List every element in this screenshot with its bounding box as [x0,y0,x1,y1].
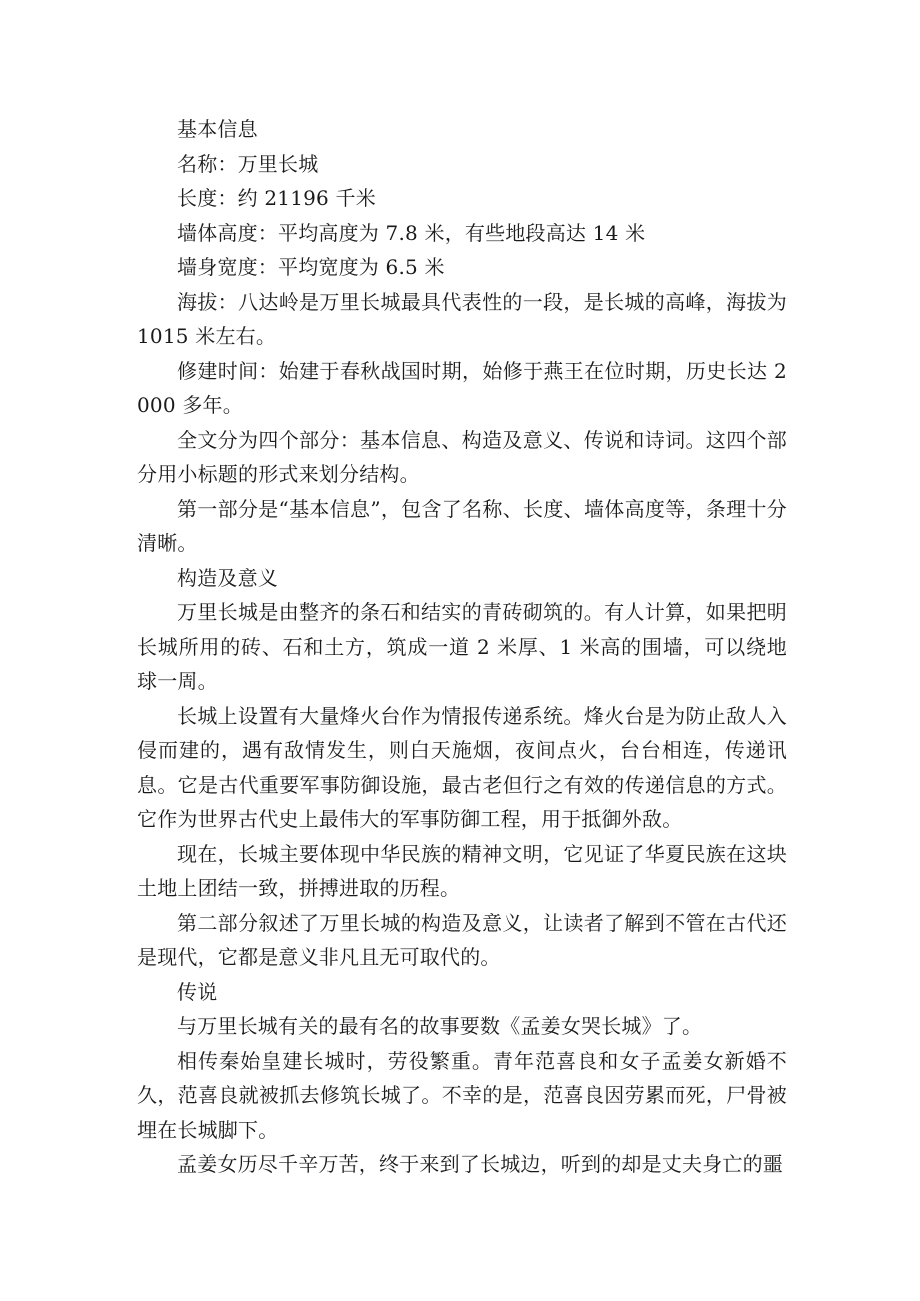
beacon-tower-paragraph: 长城上设置有大量烽火台作为情报传递系统。烽火台是为防止敌人入侵而建的，遇有敌情发生，则白天施烟，夜间点火，台台相连，传递讯息。它是古代重要军事防御设施，最古老但行之有效的传递信息的方式。它作为世界古代史上最伟大的军事防御工程，用于抵御外敌。 [137,703,787,831]
section-heading-construction: 构造及意义 [177,565,278,590]
commentary-part-one: 第一部分是“基本信息”，包含了名称、长度、墙体高度等，条理十分清晰。 [137,496,787,555]
construction-paragraph: 万里长城是由整齐的条石和结实的青砖砌筑的。有人计算，如果把明长城所用的砖、石和土方，筑成一道 2 米厚、1 米高的围墙，可以绕地球一周。 [137,600,787,693]
legend-continuation-paragraph: 孟姜女历尽千辛万苦，终于来到了长城边，听到的却是丈夫身亡的噩 [177,1152,783,1176]
info-wall-width: 墙身宽度：平均宽度为 6.5 米 [177,255,445,279]
info-length: 长度：约 21196 千米 [177,186,376,210]
commentary-part-two: 第二部分叙述了万里长城的构造及意义，让读者了解到不管在古代还是现代，它都是意义非凡且无可取代的。 [137,910,787,969]
legend-intro-paragraph: 与万里长城有关的最有名的故事要数《孟姜女哭长城》了。 [177,1014,703,1038]
commentary-structure: 全文分为四个部分：基本信息、构造及意义、传说和诗词。这四个部分用小标题的形式来划分结构。 [137,427,787,486]
info-altitude: 海拔：八达岭是万里长城最具代表性的一段，是长城的高峰，海拔为 1015 米左右。 [137,289,787,348]
info-wall-height: 墙体高度：平均高度为 7.8 米，有些地段高达 14 米 [177,220,646,245]
info-build-time: 修建时间：始建于春秋战国时期，始修于燕王在位时期，历史长达 2000 多年。 [137,358,787,417]
section-heading-legend: 传说 [177,979,218,1004]
info-name: 名称：万里长城 [177,151,319,176]
legend-story-paragraph: 相传秦始皇建长城时，劳役繁重。青年范喜良和女子孟姜女新婚不久，范喜良就被抓去修筑长城了。不幸的是，范喜良因劳累而死，尸骨被埋在长城脚下。 [137,1048,787,1142]
document-body [137,112,787,1182]
section-heading-basic-info: 基本信息 [177,117,258,141]
modern-meaning-paragraph: 现在，长城主要体现中华民族的精神文明，它见证了华夏民族在这块土地上团结一致，拼搏进取的历程。 [137,841,787,900]
